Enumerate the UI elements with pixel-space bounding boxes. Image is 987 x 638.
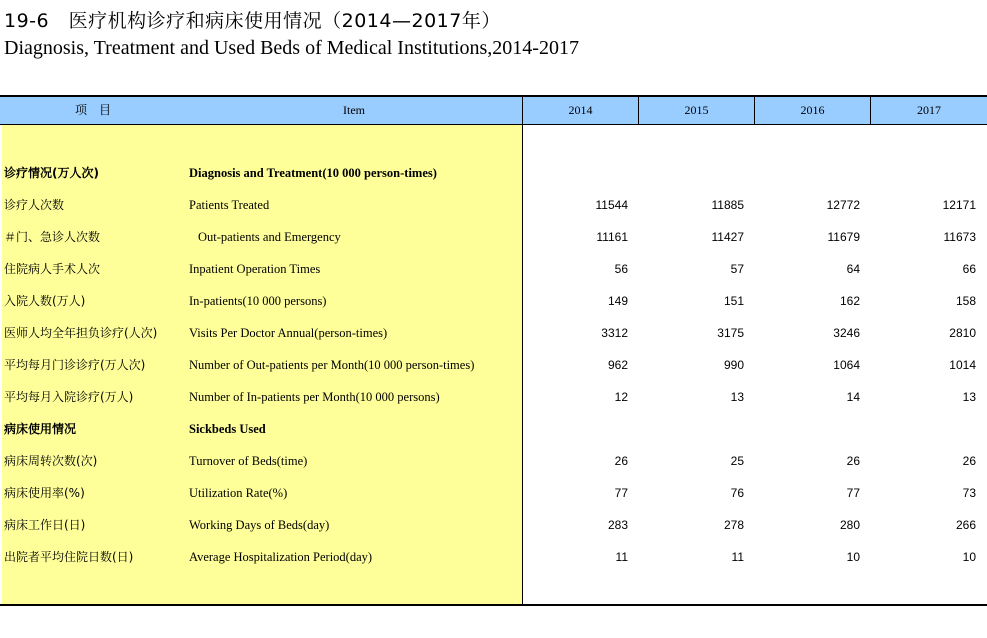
cell-value: 26 [962,454,976,468]
cell-value: 11673 [943,230,976,244]
cell-value: 25 [730,454,744,468]
row-label-cn: 诊疗情况(万人次) [4,166,99,180]
row-label-en: Patients Treated [189,198,270,212]
cell-value: 266 [955,518,976,532]
cell-value: 10 [962,550,976,564]
cell-value: 2810 [949,326,976,340]
header-year: 2015 [638,97,754,124]
cell-value: 56 [614,262,628,276]
table-title-english: Diagnosis, Treatment and Used Beds of Medical Institutions,2014-2017 [4,37,579,59]
row-label-en: Turnover of Beds(time) [189,454,308,468]
header-year: 2016 [754,97,870,124]
section-header-row [0,413,987,445]
cell-value: 11 [731,550,744,564]
cell-value: 14 [846,390,860,404]
cell-value: 962 [607,358,628,372]
cell-value: 12772 [826,198,860,212]
header-item-en: Item [343,103,365,117]
cell-value: 13 [962,390,976,404]
cell-value: 64 [846,262,860,276]
table-row [0,445,987,477]
cell-value: 990 [723,358,744,372]
cell-value: 283 [607,518,628,532]
row-label-en: Diagnosis and Treatment(10 000 person-times) [189,166,437,180]
row-label-en: Number of Out-patients per Month(10 000 person-times) [189,358,475,372]
cell-value: 158 [955,294,976,308]
cell-value: 1064 [833,358,860,372]
table-row [0,541,987,573]
cell-value: 11544 [595,198,628,212]
cell-value: 10 [846,550,860,564]
row-label-en: Inpatient Operation Times [189,262,321,276]
cell-value: 26 [846,454,860,468]
table-row [0,349,987,381]
row-label-en: Working Days of Beds(day) [189,518,330,532]
table-bottom-rule [0,604,987,606]
table-header-row [0,97,987,125]
cell-value: 11427 [711,230,744,244]
row-label-en: Utilization Rate(%) [189,486,288,500]
table-row [0,381,987,413]
cell-value: 3175 [717,326,744,340]
table-row [0,189,987,221]
header-item-cn: 项 目 [74,103,111,117]
row-label-en: Visits Per Doctor Annual(person-times) [189,326,388,340]
row-label-cn: 病床工作日(日) [4,518,86,532]
row-label-en: In-patients(10 000 persons) [189,294,327,308]
section-header-row [0,157,987,189]
cell-value: 66 [962,262,976,276]
cell-value: 278 [723,518,744,532]
cell-value: 1014 [949,358,976,372]
cell-value: 77 [846,486,860,500]
row-label-en: Number of In-patients per Month(10 000 persons) [189,390,440,404]
cell-value: 11161 [596,230,628,244]
cell-value: 76 [730,486,744,500]
row-label-cn: 平均每月门诊诊疗(万人次) [4,358,146,372]
cell-value: 11679 [827,230,860,244]
row-label-cn: 医师人均全年担负诊疗(人次) [4,326,158,340]
cell-value: 280 [839,518,860,532]
table-row [0,509,987,541]
row-label-cn: 出院者平均住院日数(日) [4,550,134,564]
header-year: 2014 [522,97,638,124]
cell-value: 12 [614,390,628,404]
row-label-en: Out-patients and Emergency [198,230,341,244]
table-row [0,285,987,317]
cell-value: 3246 [833,326,860,340]
cell-value: 73 [962,486,976,500]
statistics-table [0,95,987,606]
row-label-cn: ＃门、急诊人次数 [4,230,101,244]
cell-value: 162 [839,294,860,308]
cell-value: 11885 [711,198,744,212]
cell-value: 149 [607,294,628,308]
cell-value: 26 [614,454,628,468]
row-label-cn: 入院人数(万人) [4,294,86,308]
row-label-cn: 病床使用情况 [4,422,77,436]
row-label-en: Sickbeds Used [189,422,266,436]
cell-value: 13 [730,390,744,404]
row-label-en: Average Hospitalization Period(day) [189,550,373,564]
row-label-cn: 住院病人手术人次 [4,262,101,276]
header-year: 2017 [870,97,987,124]
cell-value: 12171 [942,198,976,212]
cell-value: 77 [614,486,628,500]
table-title-chinese: 19-6 医疗机构诊疗和病床使用情况（2014—2017年） [4,10,501,32]
row-label-cn: 平均每月入院诊疗(万人) [4,390,134,404]
cell-value: 11 [615,550,628,564]
table-row [0,221,987,253]
row-label-cn: 诊疗人次数 [4,198,65,212]
cell-value: 151 [723,294,744,308]
row-label-cn: 病床使用率(%) [4,486,85,500]
cell-value: 3312 [601,326,628,340]
table-row [0,317,987,349]
table-row [0,253,987,285]
table-row [0,477,987,509]
row-label-cn: 病床周转次数(次) [4,454,98,468]
cell-value: 57 [730,262,744,276]
